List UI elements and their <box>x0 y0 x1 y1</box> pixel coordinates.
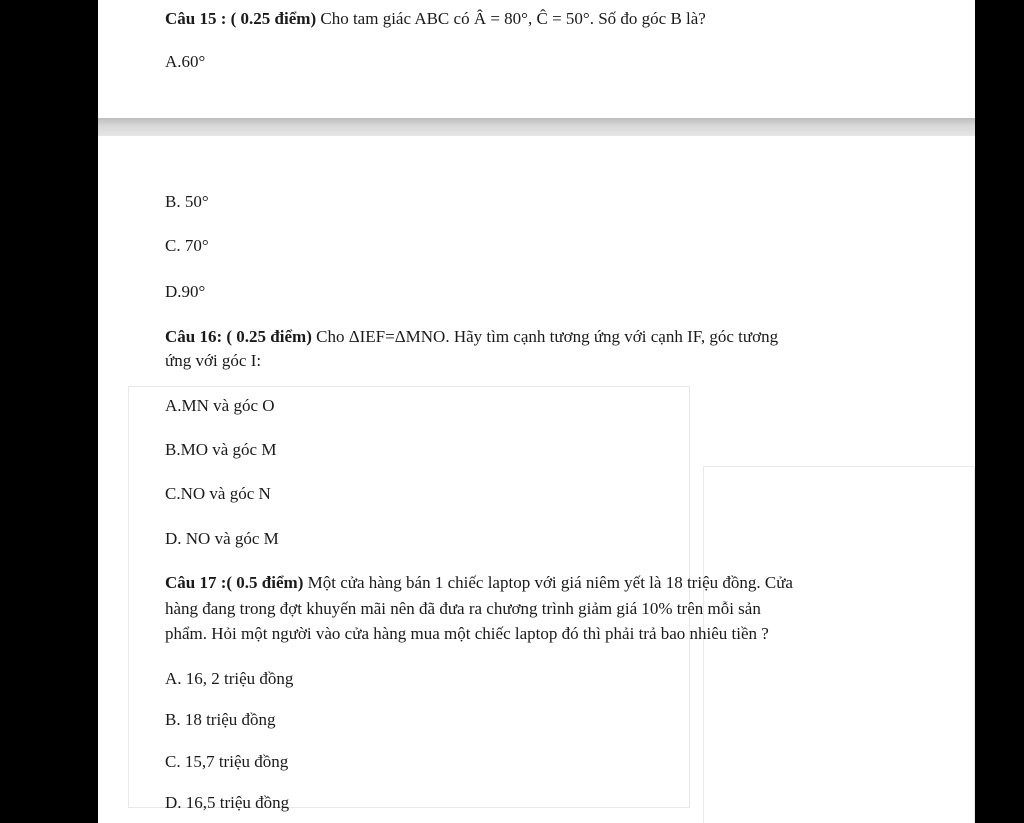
question-17-option-c: C. 15,7 triệu đồng <box>165 752 289 771</box>
question-16 <box>165 326 778 348</box>
question-17-option-a: A. 16, 2 triệu đồng <box>165 669 294 688</box>
question-15-text: Cho tam giác ABC có Â = 80°, Ĉ = 50°. Số đo góc B là? <box>320 9 706 28</box>
question-16-text-line-1: Cho ΔIEF=ΔMNO. Hãy tìm cạnh tương ứng với cạnh IF, góc tương <box>316 327 779 346</box>
page-separator <box>98 118 975 136</box>
question-16-text-line-2: ứng với góc I: <box>165 351 262 370</box>
question-17-text-line-1: Một cửa hàng bán 1 chiếc laptop với giá niêm yết là 18 triệu đồng. Cửa <box>307 573 793 592</box>
question-17-text-line-3: phẩm. Hỏi một người vào cửa hàng mua một chiếc laptop đó thì phải trả bao nhiêu tiền ? <box>165 624 769 643</box>
question-17-option-b: B. 18 triệu đồng <box>165 710 276 729</box>
question-15-heading: Câu 15 : ( 0.25 điểm) <box>165 9 317 28</box>
question-17 <box>165 572 793 594</box>
question-15-option-c: C. 70° <box>165 236 209 255</box>
question-15 <box>165 8 706 30</box>
question-16-option-c: C.NO và góc N <box>165 484 271 503</box>
question-16-heading: Câu 16: ( 0.25 điểm) <box>165 327 312 346</box>
question-17-option-d: D. 16,5 triệu đồng <box>165 793 290 812</box>
question-15-option-d: D.90° <box>165 282 206 301</box>
question-17-heading: Câu 17 :( 0.5 điểm) <box>165 573 304 592</box>
question-15-option-a: A.60° <box>165 52 206 71</box>
question-16-option-a: A.MN và góc O <box>165 396 275 415</box>
question-17-text-line-2: hàng đang trong đợt khuyến mãi nên đã đưa ra chương trình giảm giá 10% trên mỗi sản <box>165 599 761 618</box>
question-16-option-b: B.MO và góc M <box>165 440 277 459</box>
question-15-option-b: B. 50° <box>165 192 209 211</box>
question-16-option-d: D. NO và góc M <box>165 529 279 548</box>
